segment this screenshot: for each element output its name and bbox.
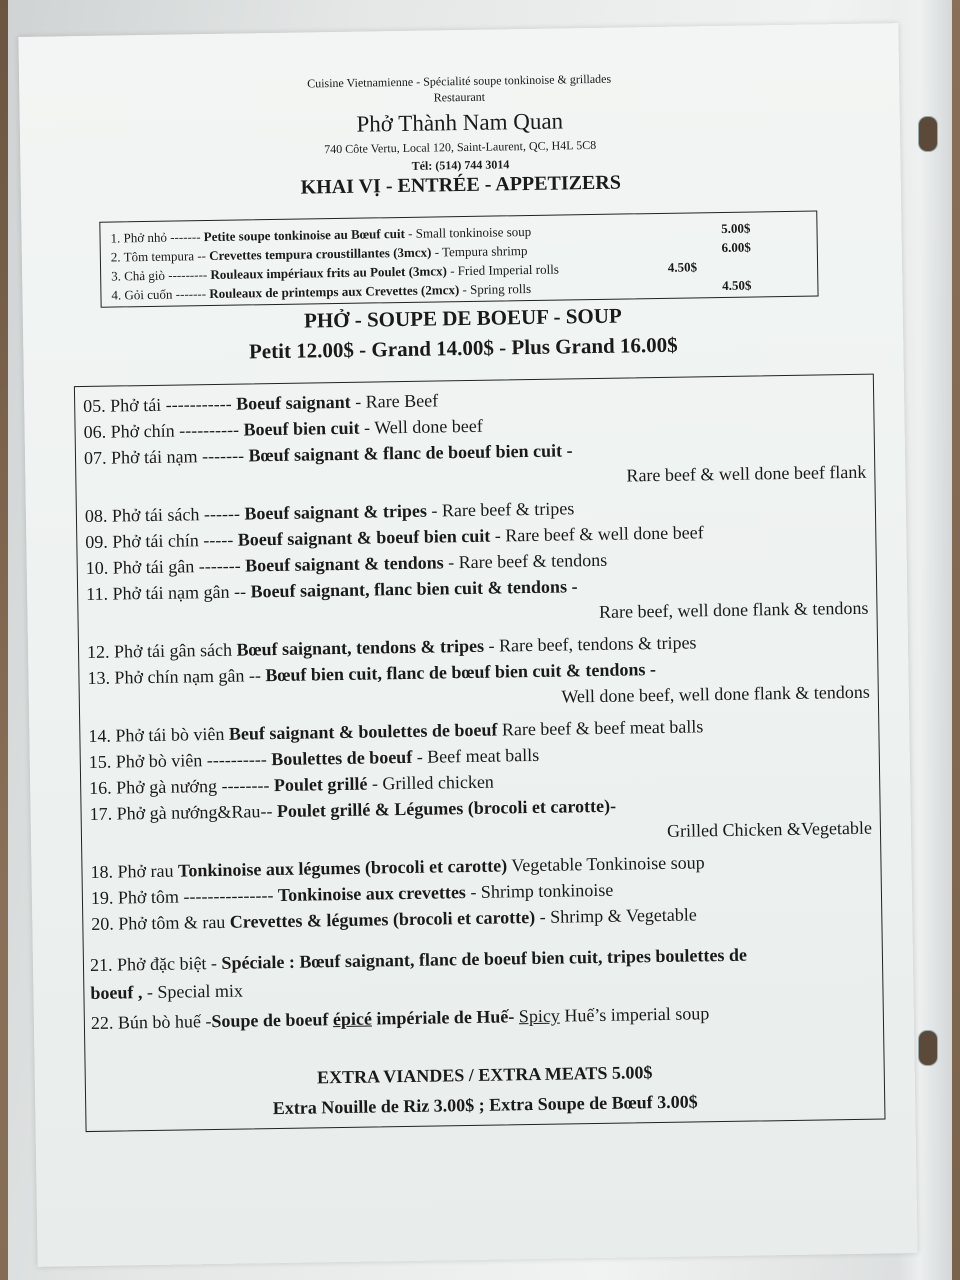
- item-vietnamese: Phở tôm ---------------: [117, 885, 274, 908]
- appetizers-title: KHAI VỊ - ENTRÉE - APPETIZERS: [300, 171, 622, 199]
- item-vietnamese: Phở tái nạm -------: [110, 445, 245, 468]
- extra-meats: EXTRA VIANDES / EXTRA MEATS 5.00$: [316, 1062, 653, 1088]
- item-english: - Beef meat balls: [416, 744, 540, 767]
- item-french: impériale de Huế-: [376, 1006, 515, 1029]
- item-price: 5.00$: [721, 220, 751, 236]
- item-french: Boeuf saignant & boeuf bien cuit: [237, 525, 491, 550]
- item-french: Petite soupe tonkinoise au Bœuf cuit: [203, 225, 405, 245]
- item-vietnamese: Bún bò huế -: [117, 1011, 212, 1033]
- restaurant-kind: Restaurant: [433, 89, 486, 105]
- item-number: 20.: [91, 913, 114, 934]
- item-price: 4.50$: [667, 259, 698, 275]
- item-french: Beuf saignant & boulettes de boeuf: [228, 719, 498, 744]
- item-number: 08.: [84, 505, 108, 526]
- item-vietnamese: Phở đặc biệt -: [116, 952, 218, 975]
- punch-hole: [918, 116, 938, 152]
- item-vietnamese: Phở tái chín -----: [112, 529, 234, 552]
- item-english: - Spring rolls: [462, 280, 532, 298]
- item-vietnamese: Gỏi cuốn -------: [124, 286, 207, 303]
- item-number: 13.: [87, 667, 111, 688]
- phone: Tél: (514) 744 3014: [411, 157, 510, 173]
- item-price: 4.50$: [722, 277, 752, 293]
- item-english-continued: Well done beef, well done flank & tendons: [561, 681, 870, 707]
- item-french: Boeuf saignant & tendons: [245, 552, 444, 576]
- item-number: 22.: [90, 1012, 114, 1033]
- item-number: 09.: [85, 531, 108, 552]
- soup-title: PHỞ - SOUPE DE BOEUF - SOUP: [303, 303, 622, 333]
- extra-noodles: Extra Nouille de Riz 3.00$ ; Extra Soupe de Bœuf 3.00$: [272, 1091, 698, 1119]
- item-number: 19.: [90, 887, 114, 908]
- item-english: - Rare Beef: [355, 390, 439, 412]
- item-english: - Shrimp & Vegetable: [539, 904, 697, 927]
- item-number: 05.: [83, 395, 106, 417]
- menu-page: [18, 23, 917, 1267]
- item-english-continued: Rare beef, well done flank & tendons: [598, 597, 869, 622]
- item-vietnamese: Phở tôm & rau: [118, 911, 226, 934]
- item-vietnamese: Phở rau: [117, 860, 174, 882]
- item-english: - Rare beef & well done beef: [494, 522, 704, 546]
- list-item: [87, 653, 874, 717]
- item-vietnamese: Phở tái -----------: [110, 393, 232, 416]
- item-vietnamese: Phở tái gân -------: [112, 555, 241, 578]
- item-vietnamese: Phở chín nạm gân --: [114, 665, 262, 688]
- item-number: 11.: [85, 583, 109, 604]
- item-english-continued: Grilled Chicken &Vegetable: [666, 817, 873, 841]
- item-vietnamese: Phở tái bò viên: [115, 723, 225, 746]
- address: 740 Côte Vertu, Local 120, Saint-Laurent, QC, H4L 5C8: [324, 137, 597, 157]
- restaurant-name: Phở Thành Nam Quan: [356, 108, 564, 137]
- item-vietnamese: Chả giò ---------: [124, 267, 208, 284]
- item-english: - Grilled chicken: [371, 771, 494, 794]
- appetizers-box: [99, 210, 818, 307]
- item-number: 07.: [83, 447, 107, 469]
- soup-prices: Petit 12.00$ - Grand 14.00$ - Plus Grand 16.00$: [248, 332, 678, 364]
- item-french: Tonkinoise aux crevettes: [277, 882, 467, 906]
- item-french: Boeuf saignant: [235, 391, 351, 414]
- item-english-underlined: Spicy: [518, 1005, 561, 1027]
- item-english-continued: Rare beef & well done beef flank: [626, 461, 867, 486]
- item-english: - Rare beef, tendons & tripes: [488, 632, 697, 656]
- item-vietnamese: Phở gà nướng&Rau--: [116, 801, 273, 824]
- item-french: boeuf ,: [90, 982, 143, 1003]
- item-english: - Shrimp tonkinoise: [470, 879, 614, 902]
- item-number: 12.: [86, 641, 110, 662]
- item-english: Huế’s imperial soup: [564, 1003, 710, 1026]
- item-number: 15.: [88, 751, 112, 772]
- item-english: Vegetable Tonkinoise soup: [511, 852, 705, 876]
- item-english: - Small tonkinoise soup: [407, 223, 532, 241]
- item-french: Boeuf saignant & tripes: [244, 500, 428, 524]
- item-french: Bœuf saignant & flanc de boeuf bien cuit -: [248, 440, 573, 466]
- item-french: Crevettes & légumes (brocoli et carotte): [229, 906, 536, 932]
- item-vietnamese: Tôm tempura --: [123, 248, 207, 265]
- item-french: Boeuf saignant, flanc bien cuit & tendons -: [250, 576, 578, 602]
- list-item: [90, 939, 877, 1007]
- item-vietnamese: Phở gà nướng --------: [116, 775, 270, 798]
- item-vietnamese: Phở tái gân sách: [113, 639, 233, 662]
- item-french: Bœuf saignant, tendons & tripes: [236, 635, 485, 660]
- list-item: [91, 1003, 710, 1034]
- item-number: 17.: [89, 803, 113, 824]
- item-vietnamese: Phở nhỏ -------: [123, 229, 201, 246]
- item-english: - Special mix: [146, 980, 244, 1003]
- item-english: - Rare beef & tripes: [431, 498, 575, 521]
- item-french: Soupe de boeuf: [211, 1009, 329, 1032]
- item-french: Poulet grillé & Légumes (brocoli et carotte)-: [276, 795, 617, 822]
- item-vietnamese: Phở tái sách ------: [111, 503, 241, 526]
- item-french: Spéciale : Bœuf saignant, flanc de boeuf bien cuit, tripes boulettes de: [221, 944, 748, 973]
- item-number: 3.: [111, 268, 122, 284]
- item-number: 2.: [110, 249, 121, 265]
- item-french: Poulet grillé: [273, 773, 368, 796]
- item-french: Crevettes tempura croustillantes (3mcx): [209, 244, 432, 264]
- item-vietnamese: Phở tái nạm gân --: [112, 581, 247, 604]
- item-number: 16.: [89, 777, 112, 798]
- item-french: Boulettes de boeuf: [271, 746, 413, 770]
- punch-hole: [918, 1030, 938, 1066]
- list-item: [84, 433, 871, 497]
- item-french: Tonkinoise aux légumes (brocoli et carotte): [177, 855, 508, 881]
- soup-box: [74, 374, 886, 1132]
- item-english: - Fried Imperial rolls: [450, 261, 559, 279]
- item-number: 21.: [89, 954, 113, 975]
- item-vietnamese: Phở bò viên ----------: [115, 749, 267, 772]
- item-french: Bœuf bien cuit, flanc de bœuf bien cuit & tendons -: [265, 659, 657, 686]
- item-english: - Tempura shrimp: [434, 243, 528, 260]
- item-number: 18.: [90, 861, 114, 882]
- item-english: Rare beef & beef meat balls: [501, 716, 704, 740]
- item-french: Rouleaux impériaux frits au Poulet (3mcx): [210, 263, 448, 282]
- item-number: 14.: [88, 725, 112, 746]
- list-item: [86, 569, 873, 633]
- item-price: 6.00$: [721, 239, 751, 255]
- item-vietnamese: Phở chín ----------: [110, 419, 240, 442]
- item-english: - Well done beef: [363, 415, 483, 438]
- item-number: 10.: [85, 557, 109, 578]
- item-number: 4.: [111, 287, 122, 303]
- item-french-underlined: épicé: [332, 1008, 373, 1030]
- item-english: - Rare beef & tendons: [448, 549, 608, 573]
- item-french: Rouleaux de printemps aux Crevettes (2mcx): [209, 282, 460, 302]
- item-number: 06.: [83, 421, 107, 443]
- item-number: 1.: [110, 230, 121, 246]
- tagline: Cuisine Vietnamienne - Spécialité soupe tonkinoise & grillades: [307, 71, 612, 91]
- list-item: [89, 789, 876, 853]
- item-french: Boeuf bien cuit: [243, 417, 360, 440]
